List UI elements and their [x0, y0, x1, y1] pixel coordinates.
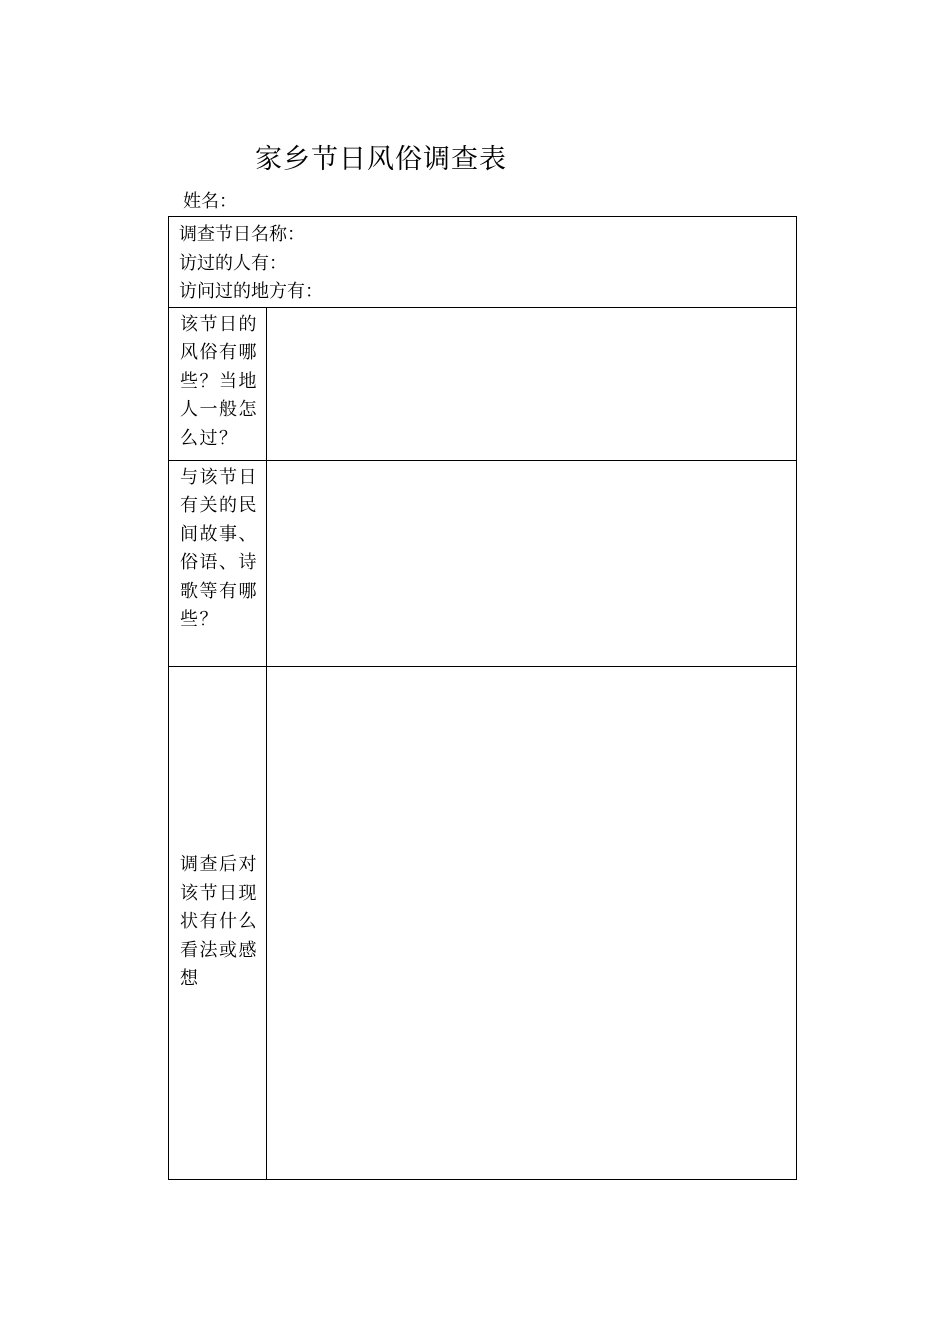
question-folklore: 与该节日有关的民间故事、俗语、诗歌等有哪些？ — [169, 460, 267, 666]
visited-people-label: 访过的人有： — [179, 252, 287, 274]
question-customs: 该节日的风俗有哪些？当地人一般怎么过？ — [169, 307, 267, 460]
festival-name-label: 调查节日名称： — [179, 224, 305, 245]
answer-folklore[interactable] — [267, 460, 797, 666]
table-row — [169, 460, 797, 666]
answer-customs[interactable] — [267, 307, 797, 460]
table-header-row — [169, 217, 797, 308]
table-row — [169, 666, 797, 1179]
visited-places-label: 访问过的地方有： — [179, 281, 323, 302]
name-label: 姓名： — [183, 191, 237, 212]
question-reflection: 调查后对该节日现状有什么看法或感想 — [169, 666, 267, 1179]
page-title: 家乡节日风俗调查表 — [255, 144, 507, 175]
answer-reflection[interactable] — [267, 666, 797, 1179]
table-row — [169, 307, 797, 460]
header-cell[interactable] — [169, 217, 797, 308]
survey-table — [168, 216, 797, 1180]
